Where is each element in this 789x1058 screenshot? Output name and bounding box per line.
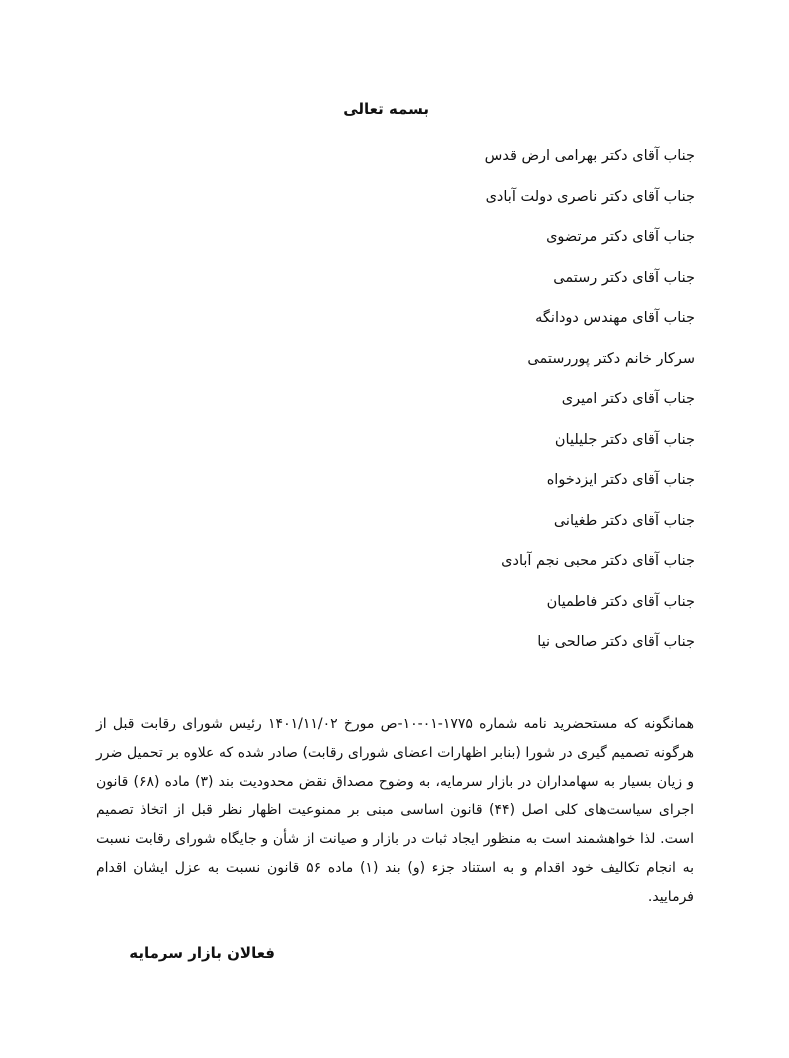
recipient-line: جناب آقای دکتر مرتضوی	[546, 229, 695, 245]
recipient-line: جناب آقای دکتر طغیانی	[553, 512, 695, 529]
recipient-line: سرکار خانم دکتر پوررستمی	[527, 350, 695, 367]
recipient-line: جناب آقای دکتر بهرامی ارض قدس	[484, 148, 695, 164]
recipient-line: جناب آقای دکتر ناصری دولت آبادی	[485, 188, 695, 205]
recipient-line: جناب آقای دکتر فاطمیان	[546, 593, 695, 610]
recipient-line: جناب آقای دکتر رستمی	[553, 269, 695, 286]
recipient-line: جناب آقای دکتر جلیلیان	[554, 431, 695, 448]
recipient-line: جناب آقای دکتر ایزدخواه	[546, 472, 695, 488]
recipient-line: جناب آقای دکتر امیری	[561, 391, 695, 407]
recipient-line: جناب آقای دکتر محبی نجم آبادی	[501, 553, 695, 569]
letter-heading: بسمه تعالی	[343, 100, 429, 118]
recipient-list	[195, 144, 695, 671]
letter-signature: فعالان بازار سرمایه	[129, 944, 275, 962]
recipient-line: جناب آقای دکتر صالحی نیا	[537, 634, 695, 650]
recipient-line: جناب آقای مهندس دودانگه	[535, 310, 695, 326]
letter-body: همانگونه که مستحضرید نامه شماره ۱۷۷۵-۰۱-۱۰-ص مورخ ۱۴۰۱/۱۱/۰۲ رئیس شورای رقابت قبل از هرگونه تصمیم گیری در شورا (بنابر اظهارات اعضای شورای رقابت) صادر شده که علاوه بر تحمیل ضرر و زیان بسیار به سهامداران در بازار سرمایه، به وضوح مصداق نقض محدودیت بند (۳) ماده (۶۸) قانون اجرای سیاست‌های کلی اصل (۴۴) قانون اساسی مبنی بر ممنوعیت اظهار نظر قبل از اتخاذ تصمیم است. لذا خواهشمند است به منظور ایجاد ثبات در بازار و صیانت از شأن و جایگاه شورای رقابت نسبت به انجام تکالیف خود اقدام و به استناد جزء (و) بند (۱) ماده ۵۶ قانون نسبت به عزل ایشان اقدام فرمایید.	[96, 716, 695, 905]
